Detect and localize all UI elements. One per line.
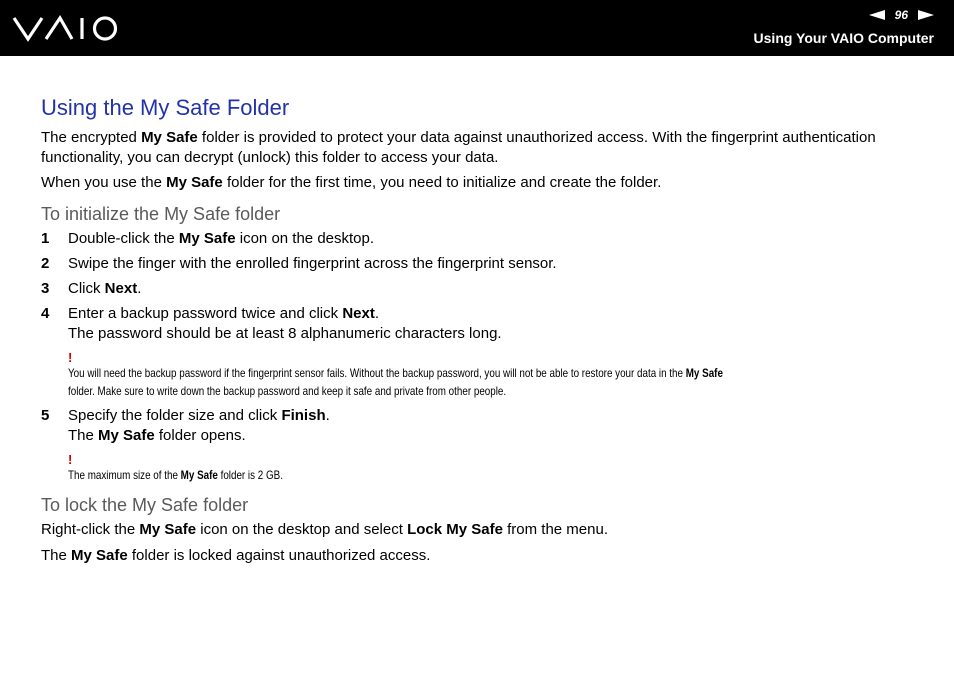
header-bar (0, 0, 954, 58)
lock-paragraph-2: The My Safe folder is locked against unauthorized access. (41, 547, 431, 564)
intro-paragraph-1: The encrypted My Safe folder is provided to protect your data against unauthorized access. With the fingerprint authentication functionality, you can decrypt (unlock) this folder to access your data. (41, 129, 876, 166)
page-title: Using the My Safe Folder (41, 95, 290, 120)
page-navigation (869, 8, 934, 22)
vaio-logo (12, 14, 122, 44)
step-4: 4 Enter a backup password twice and click Next. The password should be at least 8 alphanumeric characters long. (41, 305, 502, 342)
previous-page-icon[interactable] (869, 10, 885, 20)
warning-icon: ! (68, 350, 73, 365)
initialize-heading: To initialize the My Safe folder (41, 204, 281, 224)
step-2: 2 Swipe the finger with the enrolled fingerprint across the fingerprint sensor. (41, 255, 557, 272)
step-5: 5 Specify the folder size and click Finish. The My Safe folder opens. (41, 407, 330, 444)
section-title: Using Your VAIO Computer (753, 30, 934, 46)
warning-icon: ! (68, 452, 73, 467)
next-page-icon[interactable] (918, 10, 934, 20)
warning-note-backup-password: ! You will need the backup password if the fingerprint sensor fails. Without the backup password, you will not be able to restore your data in the My Safe folder. Make sure to write down the backup password and keep it safe and private from other people. (68, 352, 921, 400)
step-3: 3 Click Next. (41, 280, 142, 297)
warning-note-max-size: ! The maximum size of the My Safe folder is 2 GB. (68, 454, 921, 484)
lock-paragraph-1: Right-click the My Safe icon on the desktop and select Lock My Safe from the menu. (41, 521, 608, 538)
page-number: 96 (894, 8, 908, 22)
step-1: 1 Double-click the My Safe icon on the desktop. (41, 230, 375, 247)
lock-heading: To lock the My Safe folder (41, 495, 249, 515)
intro-paragraph-2: When you use the My Safe folder for the first time, you need to initialize and create the folder. (41, 174, 662, 191)
main-content (41, 93, 921, 566)
